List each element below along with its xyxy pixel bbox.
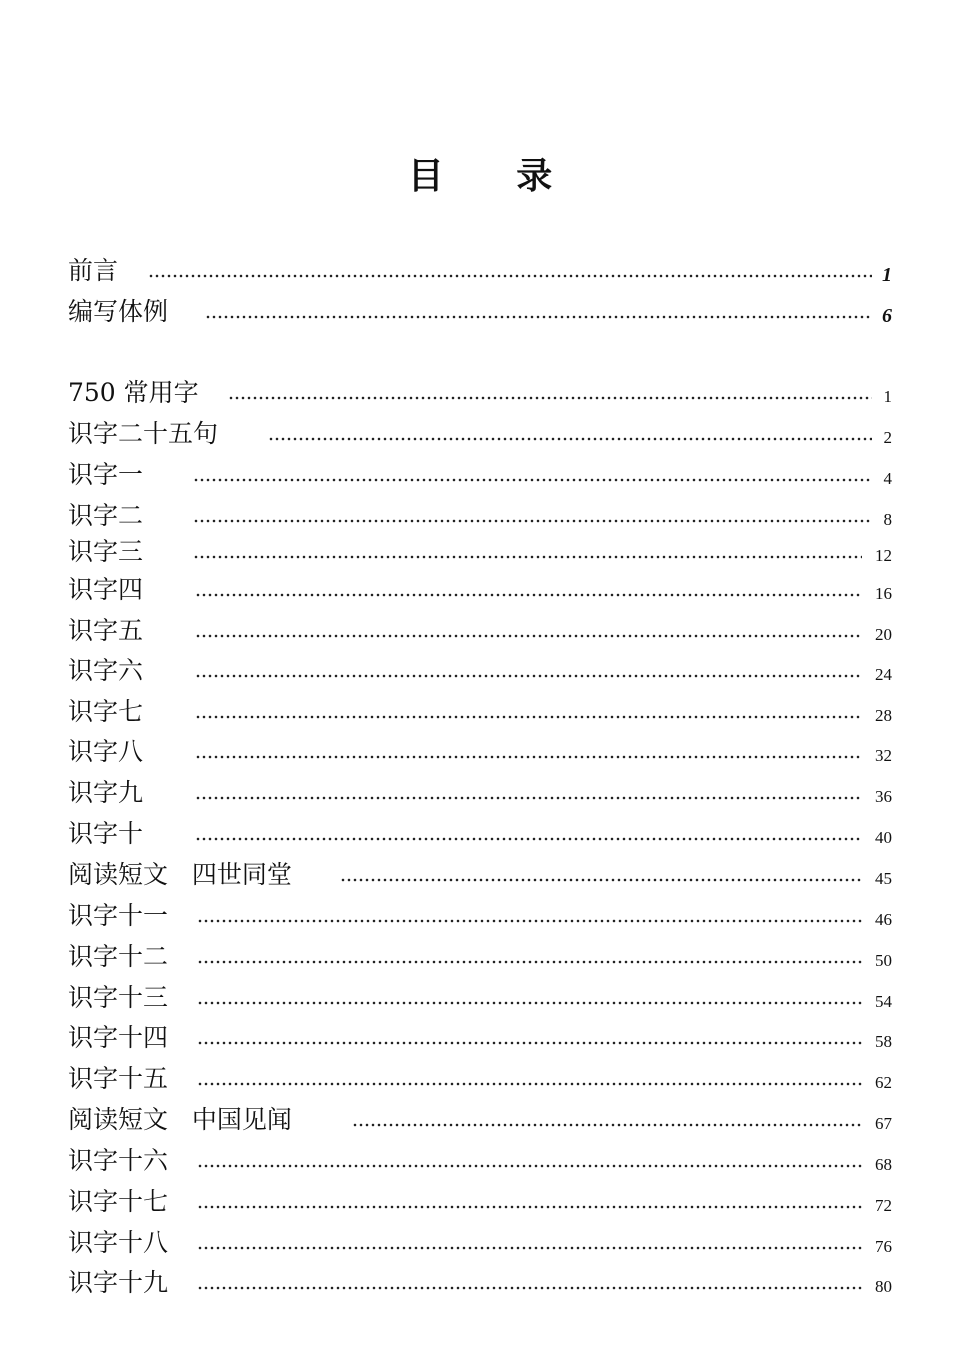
dot-leader — [268, 437, 872, 441]
dot-leader — [340, 878, 862, 882]
toc-entry-title: 识字十四 — [68, 1023, 169, 1052]
page-title: 目 录 — [407, 155, 583, 197]
dot-leader — [195, 674, 862, 678]
dot-leader — [352, 1123, 862, 1127]
toc-entry[interactable] — [68, 1062, 892, 1096]
dot-leader — [197, 1041, 862, 1045]
toc-entry[interactable] — [68, 254, 892, 288]
dot-leader — [197, 1001, 862, 1005]
toc-entry[interactable] — [68, 981, 892, 1015]
dot-leader — [197, 1082, 862, 1086]
toc-entry[interactable] — [68, 899, 892, 933]
toc-entry-title: 识字十七 — [68, 1187, 169, 1216]
dot-leader — [195, 593, 862, 597]
toc-entry[interactable] — [68, 417, 892, 451]
toc-entry[interactable] — [68, 1144, 892, 1178]
toc-entry[interactable] — [68, 776, 892, 810]
toc-entry-page: 6 — [882, 305, 892, 327]
toc-entry-title: 识字十 — [68, 819, 144, 848]
toc-entry[interactable] — [68, 376, 892, 410]
toc-entry-page: 54 — [875, 992, 892, 1011]
toc-entry-page: 67 — [875, 1114, 892, 1133]
toc-entry-page: 8 — [883, 510, 892, 529]
toc-entry[interactable] — [68, 1266, 892, 1300]
dot-leader — [197, 960, 862, 964]
toc-entry[interactable] — [68, 614, 892, 648]
toc-entry-title: 识字五 — [68, 616, 144, 645]
toc-entry-title: 识字六 — [68, 656, 144, 685]
toc-entry-page: 80 — [875, 1277, 892, 1296]
toc-entry-title: 750 常用字 — [68, 378, 199, 407]
toc-entry-title: 识字十一 — [68, 901, 169, 930]
toc-entry-page: 28 — [875, 706, 892, 725]
toc-entry-page: 46 — [875, 910, 892, 929]
dot-leader — [195, 715, 862, 719]
toc-entry-title: 编写体例 — [68, 297, 169, 326]
toc-entry-page: 45 — [875, 869, 892, 888]
dot-leader — [228, 396, 872, 400]
toc-entry-title: 识字八 — [68, 737, 144, 766]
toc-entry-page: 1 — [883, 387, 892, 406]
dot-leader — [195, 837, 862, 841]
dot-leader — [197, 1246, 862, 1250]
toc-entry-page: 16 — [875, 584, 892, 603]
toc-entry-title: 识字二 — [68, 501, 144, 530]
toc-entry-page: 72 — [875, 1196, 892, 1215]
dot-leader — [148, 274, 872, 278]
dot-leader — [195, 634, 862, 638]
toc-entry[interactable] — [68, 573, 892, 607]
toc-entry[interactable] — [68, 654, 892, 688]
toc-entry-page: 24 — [875, 665, 892, 684]
toc-entry-title: 前言 — [68, 256, 119, 285]
toc-entry-page: 36 — [875, 787, 892, 806]
toc-entry[interactable] — [68, 295, 892, 329]
dot-leader — [193, 478, 872, 482]
toc-entry[interactable] — [68, 1226, 892, 1260]
toc-entry-page: 32 — [875, 746, 892, 765]
dot-leader — [195, 755, 862, 759]
toc-entry[interactable] — [68, 535, 892, 569]
dot-leader — [197, 1164, 862, 1168]
dot-leader — [197, 919, 862, 923]
toc-entry-page: 1 — [882, 264, 892, 286]
toc-entry-title: 识字七 — [68, 697, 144, 726]
toc-entry-title: 识字二十五句 — [68, 419, 219, 448]
toc-entry-title: 识字九 — [68, 778, 144, 807]
toc-entry-page: 76 — [875, 1237, 892, 1256]
toc-entry-title: 识字十二 — [68, 942, 169, 971]
toc-entry[interactable] — [68, 458, 892, 492]
toc-entry[interactable] — [68, 1185, 892, 1219]
toc-entry[interactable] — [68, 817, 892, 851]
toc-entry[interactable] — [68, 735, 892, 769]
toc-entry-page: 62 — [875, 1073, 892, 1092]
toc-entry-page: 4 — [883, 469, 892, 488]
toc-entry-title: 识字十三 — [68, 983, 169, 1012]
toc-entry-page: 40 — [875, 828, 892, 847]
toc-entry-page: 20 — [875, 625, 892, 644]
toc-entry-page: 2 — [883, 428, 892, 447]
toc-entry[interactable] — [68, 1021, 892, 1055]
dot-leader — [193, 519, 872, 523]
toc-entry[interactable] — [68, 858, 892, 892]
toc-entry-title: 阅读短文 中国见闻 — [68, 1105, 292, 1134]
toc-entry-title: 识字三 — [68, 537, 144, 566]
dot-leader — [197, 1286, 862, 1290]
toc-entry-title: 阅读短文 四世同堂 — [68, 860, 292, 889]
toc-entry[interactable] — [68, 940, 892, 974]
toc-entry-title: 识字十八 — [68, 1228, 169, 1257]
toc-entry-page: 68 — [875, 1155, 892, 1174]
toc-entry[interactable] — [68, 1103, 892, 1137]
dot-leader — [205, 315, 872, 319]
toc-entry[interactable] — [68, 695, 892, 729]
toc-entry-title: 识字四 — [68, 575, 144, 604]
dot-leader — [195, 796, 862, 800]
toc-entry-page: 12 — [875, 546, 892, 565]
toc-entry-title: 识字一 — [68, 460, 144, 489]
dot-leader — [193, 555, 862, 559]
toc-entry[interactable] — [68, 499, 892, 533]
toc-entry-page: 50 — [875, 951, 892, 970]
dot-leader — [197, 1205, 862, 1209]
toc-entry-title: 识字十五 — [68, 1064, 169, 1093]
toc-entry-title: 识字十九 — [68, 1268, 169, 1297]
toc-entry-page: 58 — [875, 1032, 892, 1051]
toc-entry-title: 识字十六 — [68, 1146, 169, 1175]
